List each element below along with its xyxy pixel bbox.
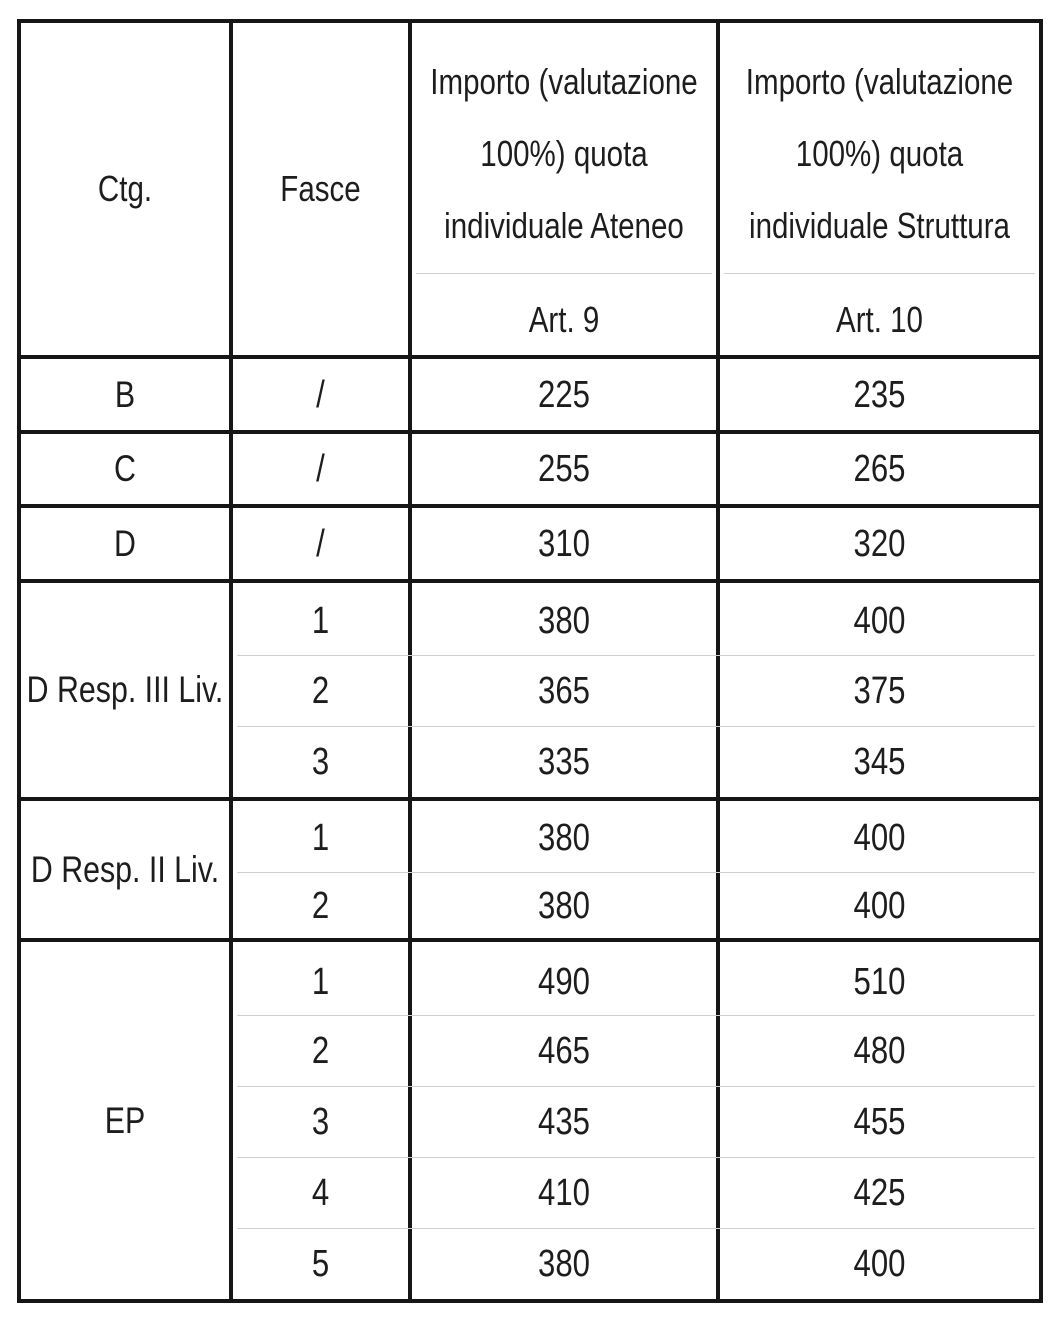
- struttura-cell: 375: [853, 670, 906, 712]
- header-struttura: [745, 46, 1014, 262]
- fascia-cell: 3: [311, 1101, 330, 1143]
- fascia-cell: 1: [311, 817, 330, 859]
- header-struttura-line1: Importo (valutazione: [745, 61, 1014, 102]
- header-ctg: Ctg.: [97, 168, 153, 209]
- struttura-cell: 320: [853, 522, 906, 565]
- struttura-cell: 235: [853, 373, 906, 416]
- category-cell: D: [114, 522, 136, 564]
- fascia-cell: 4: [311, 1172, 330, 1214]
- struttura-cell: 265: [853, 448, 906, 490]
- struttura-cell: 400: [853, 817, 906, 859]
- ateneo-cell: 255: [538, 448, 590, 490]
- fascia-cell: /: [316, 448, 325, 490]
- header-ateneo-line1: Importo (valutazione: [430, 61, 698, 102]
- ateneo-cell: 380: [538, 884, 590, 927]
- table-border-left: [17, 19, 21, 1303]
- table-border-bottom: [17, 1299, 1043, 1303]
- struttura-cell: 400: [853, 884, 906, 927]
- ateneo-cell: 410: [538, 1172, 590, 1214]
- header-struttura-line2: 100%) quota: [795, 133, 964, 174]
- table-border-right: [1039, 19, 1043, 1303]
- fascia-cell: 1: [311, 599, 330, 642]
- header-ateneo-art: Art. 9: [528, 298, 600, 340]
- fascia-cell: 1: [311, 960, 330, 1003]
- ateneo-cell: 225: [538, 373, 590, 416]
- ateneo-cell: 310: [538, 522, 590, 565]
- header-separator-struttura: [724, 273, 1035, 274]
- header-fasce: Fasce: [280, 168, 361, 209]
- fascia-cell: 2: [311, 670, 330, 712]
- header-ateneo-line3: individuale Ateneo: [444, 205, 684, 246]
- category-cell: B: [114, 373, 136, 415]
- ateneo-cell: 380: [538, 817, 590, 859]
- ateneo-cell: 435: [538, 1101, 590, 1143]
- category-cell: EP: [104, 1099, 146, 1141]
- header-struttura-art: Art. 10: [836, 298, 923, 340]
- ateneo-cell: 490: [538, 960, 590, 1003]
- struttura-cell: 455: [853, 1101, 906, 1143]
- header-separator-ateneo: [416, 273, 712, 274]
- struttura-cell: 400: [853, 599, 906, 642]
- header-ateneo-line2: 100%) quota: [480, 133, 648, 174]
- fascia-cell: 5: [311, 1243, 330, 1285]
- struttura-cell: 400: [853, 1243, 906, 1285]
- ateneo-cell: 465: [538, 1030, 590, 1072]
- fascia-cell: /: [316, 522, 325, 565]
- category-cell: D Resp. II Liv.: [30, 848, 220, 890]
- header-struttura-line3: individuale Struttura: [749, 205, 1010, 246]
- fascia-cell: /: [316, 373, 325, 416]
- category-cell: D Resp. III Liv.: [26, 669, 224, 710]
- fascia-cell: 2: [311, 1030, 330, 1072]
- struttura-cell: 510: [853, 960, 906, 1003]
- ateneo-cell: 380: [538, 599, 590, 642]
- struttura-cell: 345: [853, 741, 906, 783]
- category-cell: C: [114, 448, 136, 489]
- ateneo-cell: 380: [538, 1243, 590, 1285]
- ateneo-cell: 335: [538, 741, 590, 783]
- column-divider-fasce: [408, 19, 412, 1303]
- struttura-cell: 425: [853, 1172, 906, 1214]
- struttura-cell: 480: [853, 1030, 906, 1072]
- column-divider-ctg: [229, 19, 233, 1303]
- ateneo-cell: 365: [538, 670, 590, 712]
- column-divider-ateneo: [716, 19, 720, 1303]
- header-ateneo: [430, 46, 698, 262]
- fascia-cell: 3: [311, 741, 330, 783]
- fascia-cell: 2: [311, 884, 330, 927]
